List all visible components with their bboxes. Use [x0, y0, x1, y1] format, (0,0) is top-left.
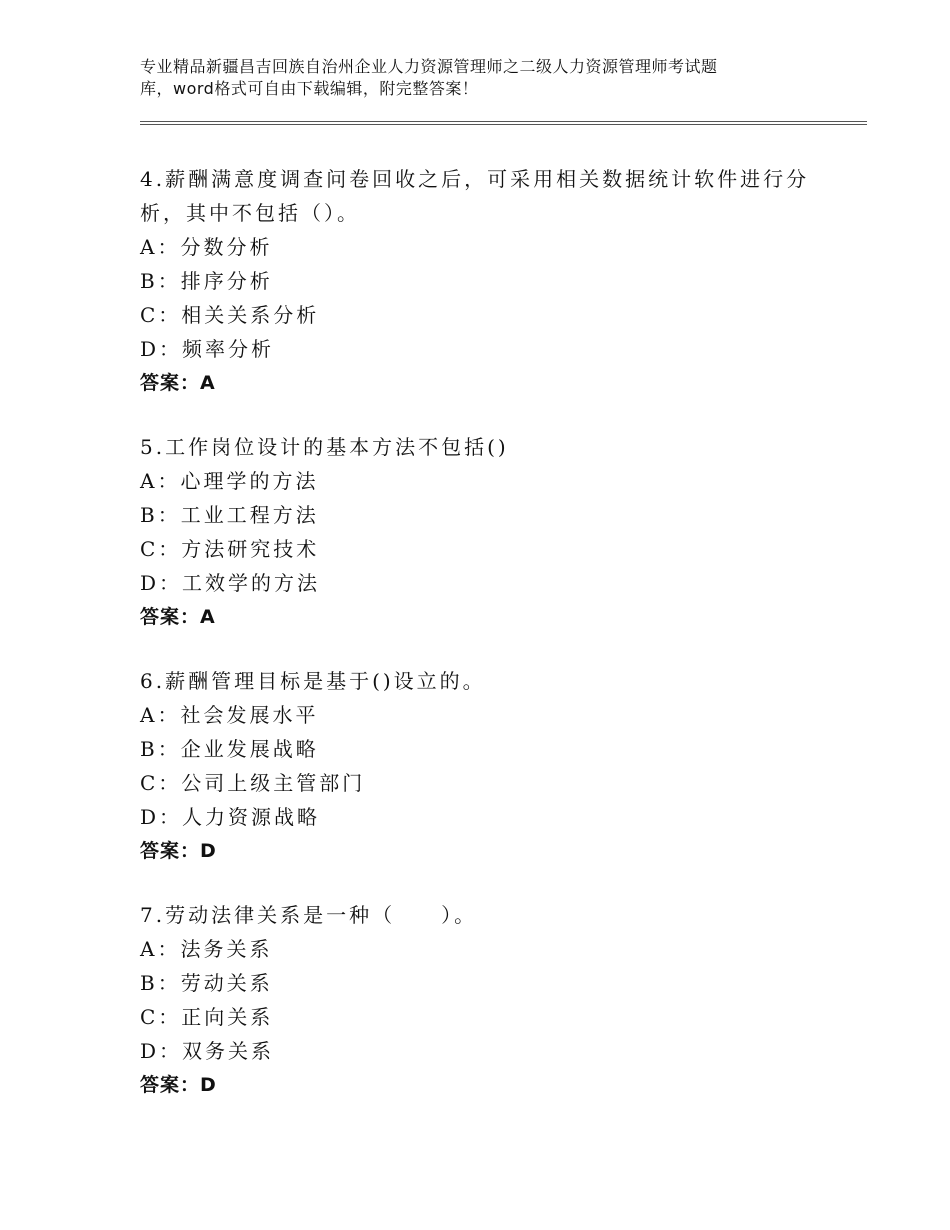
option-d: D：人力资源战略 — [140, 805, 321, 829]
document-header — [140, 56, 820, 100]
answer-label: 答案：D — [140, 1074, 217, 1096]
answer-label: 答案：A — [140, 606, 216, 628]
option-c: C：相关关系分析 — [140, 303, 320, 327]
question-text: 6.薪酬管理目标是基于()设立的。 — [140, 669, 486, 693]
question-5 — [140, 430, 840, 634]
option-c: C：方法研究技术 — [140, 537, 320, 561]
answer-label: 答案：A — [140, 372, 216, 394]
option-b: B：企业发展战略 — [140, 737, 319, 761]
header-line-1: 专业精品新疆昌吉回族自治州企业人力资源管理师之二级人力资源管理师考试题 — [140, 57, 718, 76]
option-a: A：分数分析 — [140, 235, 273, 259]
option-c: C：公司上级主管部门 — [140, 771, 366, 795]
header-line-2: 库，word格式可自由下载编辑，附完整答案！ — [140, 79, 479, 98]
question-text: 7.劳动法律关系是一种（ ）。 — [140, 903, 478, 927]
option-b: B：劳动关系 — [140, 971, 273, 995]
header-divider-bottom — [140, 124, 867, 125]
answer-label: 答案：D — [140, 840, 217, 862]
option-d: D：双务关系 — [140, 1039, 275, 1063]
option-c: C：正向关系 — [140, 1005, 274, 1029]
question-list — [140, 162, 840, 1132]
question-6 — [140, 664, 840, 868]
option-a: A：法务关系 — [140, 937, 273, 961]
option-d: D：频率分析 — [140, 337, 275, 361]
question-text-continued: 析，其中不包括（）。 — [140, 201, 360, 225]
option-a: A：社会发展水平 — [140, 703, 319, 727]
option-b: B：工业工程方法 — [140, 503, 319, 527]
question-7 — [140, 898, 840, 1102]
header-divider-top — [140, 121, 867, 122]
option-d: D：工效学的方法 — [140, 571, 321, 595]
question-text: 4.薪酬满意度调查问卷回收之后，可采用相关数据统计软件进行分 — [140, 167, 810, 191]
option-a: A：心理学的方法 — [140, 469, 319, 493]
option-b: B：排序分析 — [140, 269, 273, 293]
question-text: 5.工作岗位设计的基本方法不包括() — [140, 435, 509, 459]
question-4 — [140, 162, 840, 400]
